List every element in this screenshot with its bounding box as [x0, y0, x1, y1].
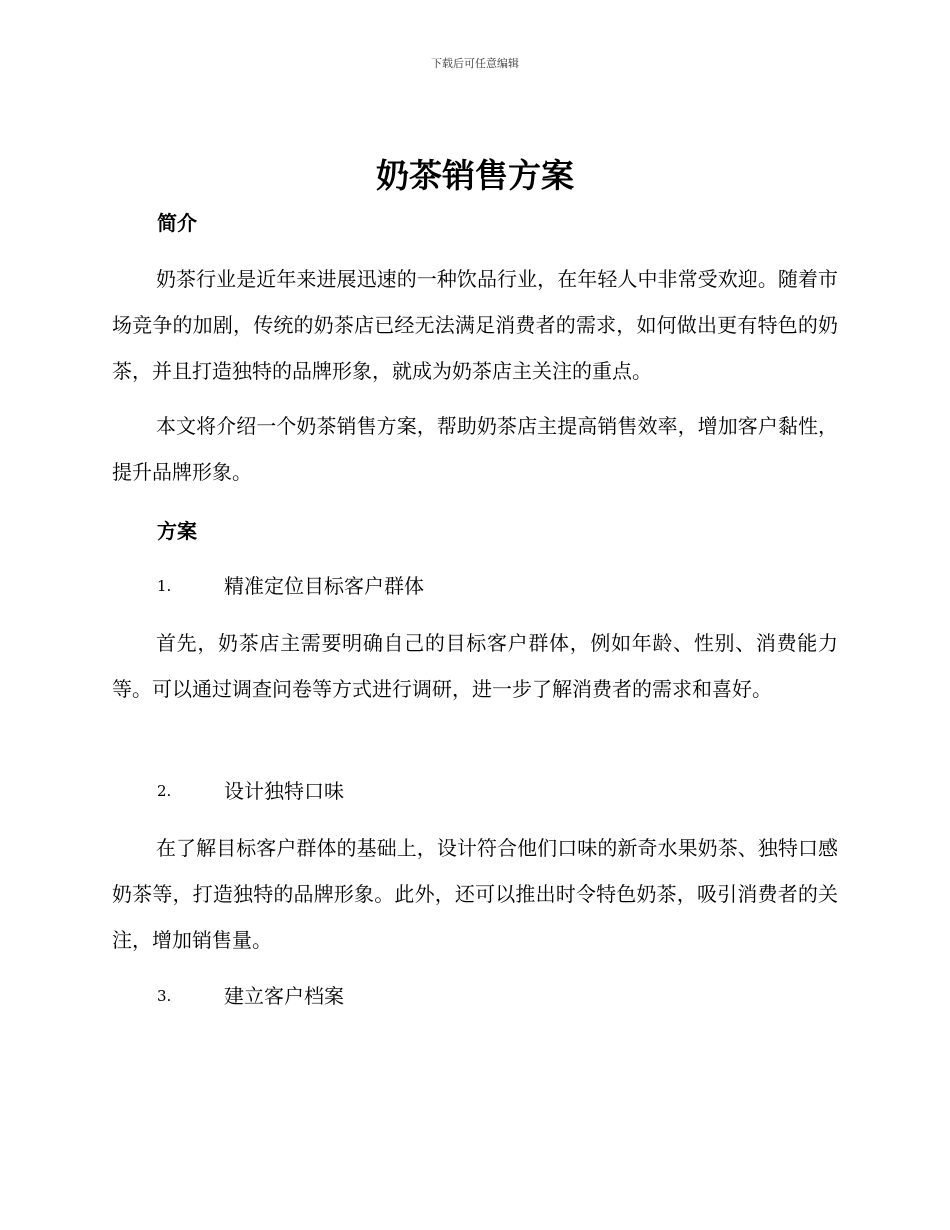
plan-item-label: 精准定位目标客户群体: [224, 574, 424, 598]
plan-item-1: [157, 572, 424, 600]
intro-paragraph-1: 奶茶行业是近年来进展迅速的一种饮品行业，在年轻人中非常受欢迎。随着市场竞争的加剧，传统的奶茶店已经无法满足消费者的需求，如何做出更有特色的奶茶，并且打造独特的品牌形象，就成为奶茶店主关注的重点。: [112, 267, 838, 383]
plan-item-label: 设计独特口味: [224, 779, 344, 803]
plan-item-2-paragraph: 在了解目标客户群体的基础上，设计符合他们口味的新奇水果奶茶、独特口感奶茶等，打造独特的品牌形象。此外，还可以推出时令特色奶茶，吸引消费者的关注，增加销售量。: [112, 836, 838, 952]
document-title: 奶茶销售方案: [376, 156, 574, 195]
plan-item-2: [157, 777, 344, 805]
plan-item-1-paragraph: 首先，奶茶店主需要明确自己的目标客户群体，例如年龄、性别、消费能力等。可以通过调查问卷等方式进行调研，进一步了解消费者的需求和喜好。: [112, 631, 838, 701]
section-heading-plan: 方案: [157, 519, 197, 543]
intro-paragraph-2: 本文将介绍一个奶茶销售方案，帮助奶茶店主提高销售效率，增加客户黏性，提升品牌形象。: [112, 414, 838, 484]
plan-item-number: 1.: [157, 577, 172, 595]
plan-item-number: 3.: [157, 987, 172, 1005]
plan-item-label: 建立客户档案: [224, 984, 344, 1008]
header-note: 下载后可任意编辑: [431, 57, 519, 70]
plan-item-number: 2.: [157, 782, 172, 800]
plan-item-3: [157, 982, 344, 1010]
section-heading-intro: 简介: [157, 211, 197, 235]
